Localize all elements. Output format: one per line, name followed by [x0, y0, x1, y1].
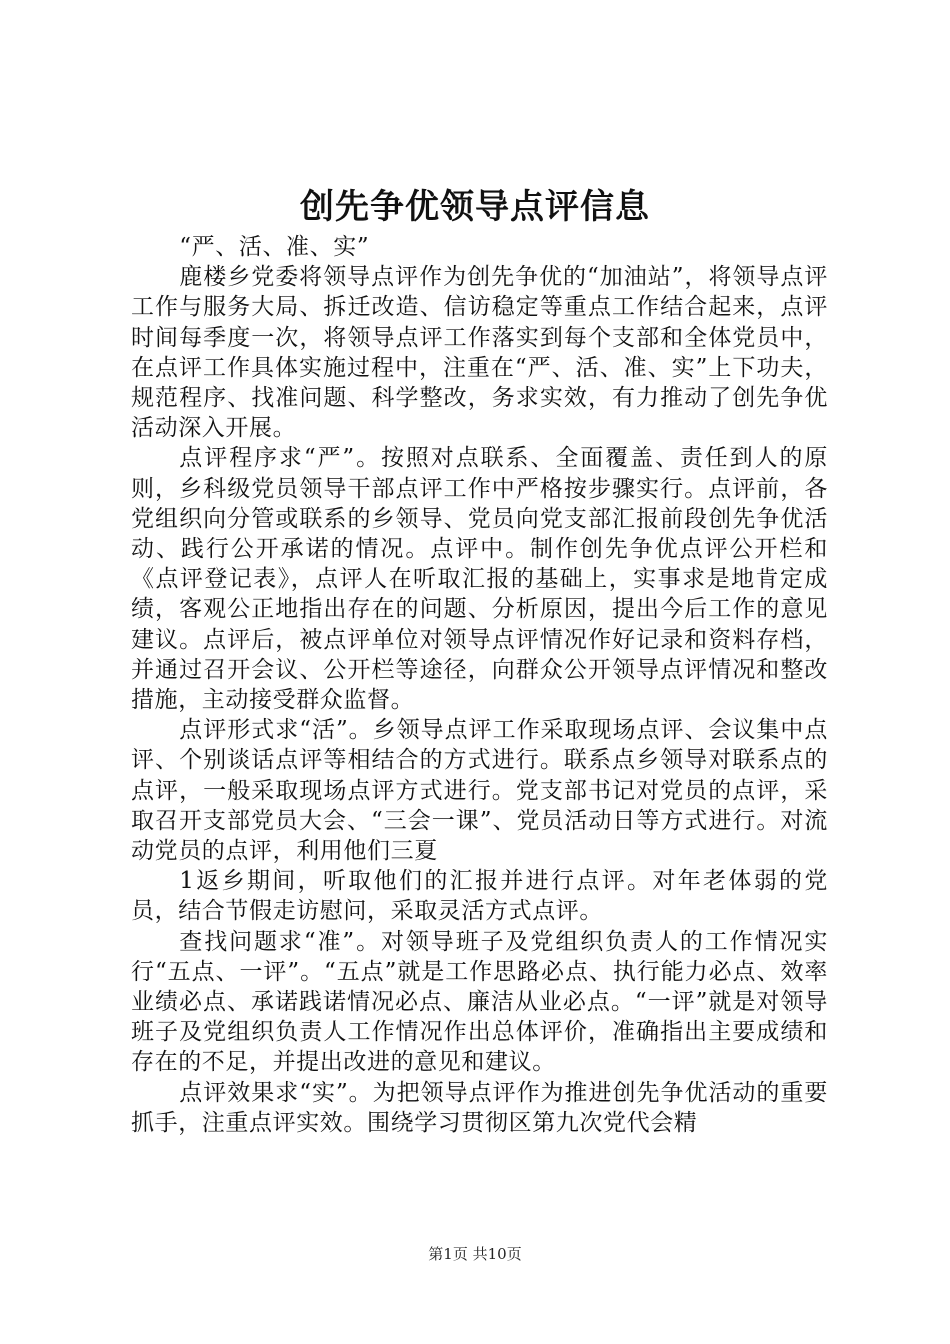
document-body [131, 232, 828, 1138]
page-number-footer: 第1页 共10页 [428, 1245, 522, 1263]
paragraph-subtitle: “严、活、准、实” [179, 234, 370, 260]
paragraph-procedure: 点评程序求“严”。按照对点联系、全面覆盖、责任到人的原则，乡科级党员领导干部点评工作中严格按步骤实行。点评前，各党组织向分管或联系的乡领导、党员向党支部汇报前段创先争优活动、践行公开承诺的情况。点评中。制作创先争优点评公开栏和《点评登记表》，点评人在听取汇报的基础上，实事求是地肯定成绩，客观公正地指出存在的问题、分析原因，提出今后工作的意见建议。点评后，被点评单位对领导点评情况作好记录和资料存档，并通过召开会议、公开栏等途径，向群众公开领导点评情况和整改措施，主动接受群众监督。 [131, 445, 828, 714]
paragraph-problems: 查找问题求“准”。对领导班子及党组织负责人的工作情况实行“五点、一评”。“五点”就是工作思路必点、执行能力必点、效率业绩必点、承诺践诺情况必点、廉洁从业必点。“一评”就是对领导班子及党组织负责人工作情况作出总体评价，准确指出主要成绩和存在的不足，并提出改进的意见和建议。 [131, 928, 828, 1076]
paragraph-form-continued: 1返乡期间，听取他们的汇报并进行点评。对年老体弱的党员，结合节假走访慰问，采取灵活方式点评。 [131, 868, 828, 925]
paragraph-effect: 点评效果求“实”。为把领导点评作为推进创先争优活动的重要抓手，注重点评实效。围绕学习贯彻区第九次党代会精 [131, 1079, 828, 1136]
document-title: 创先争优领导点评信息 [300, 187, 650, 227]
paragraph-intro: 鹿楼乡党委将领导点评作为创先争优的“加油站”，将领导点评工作与服务大局、拆迁改造、信访稳定等重点工作结合起来，点评时间每季度一次，将领导点评工作落实到每个支部和全体党员中，在点评工作具体实施过程中，注重在“严、活、准、实”上下功夫，规范程序、找准问题、科学整改，务求实效，有力推动了创先争优活动深入开展。 [131, 264, 828, 442]
paragraph-form: 点评形式求“活”。乡领导点评工作采取现场点评、会议集中点评、个别谈话点评等相结合的方式进行。联系点乡领导对联系点的点评，一般采取现场点评方式进行。党支部书记对党员的点评，采取召开支部党员大会、“三会一课”、党员活动日等方式进行。对流动党员的点评，利用他们三夏 [131, 717, 828, 865]
